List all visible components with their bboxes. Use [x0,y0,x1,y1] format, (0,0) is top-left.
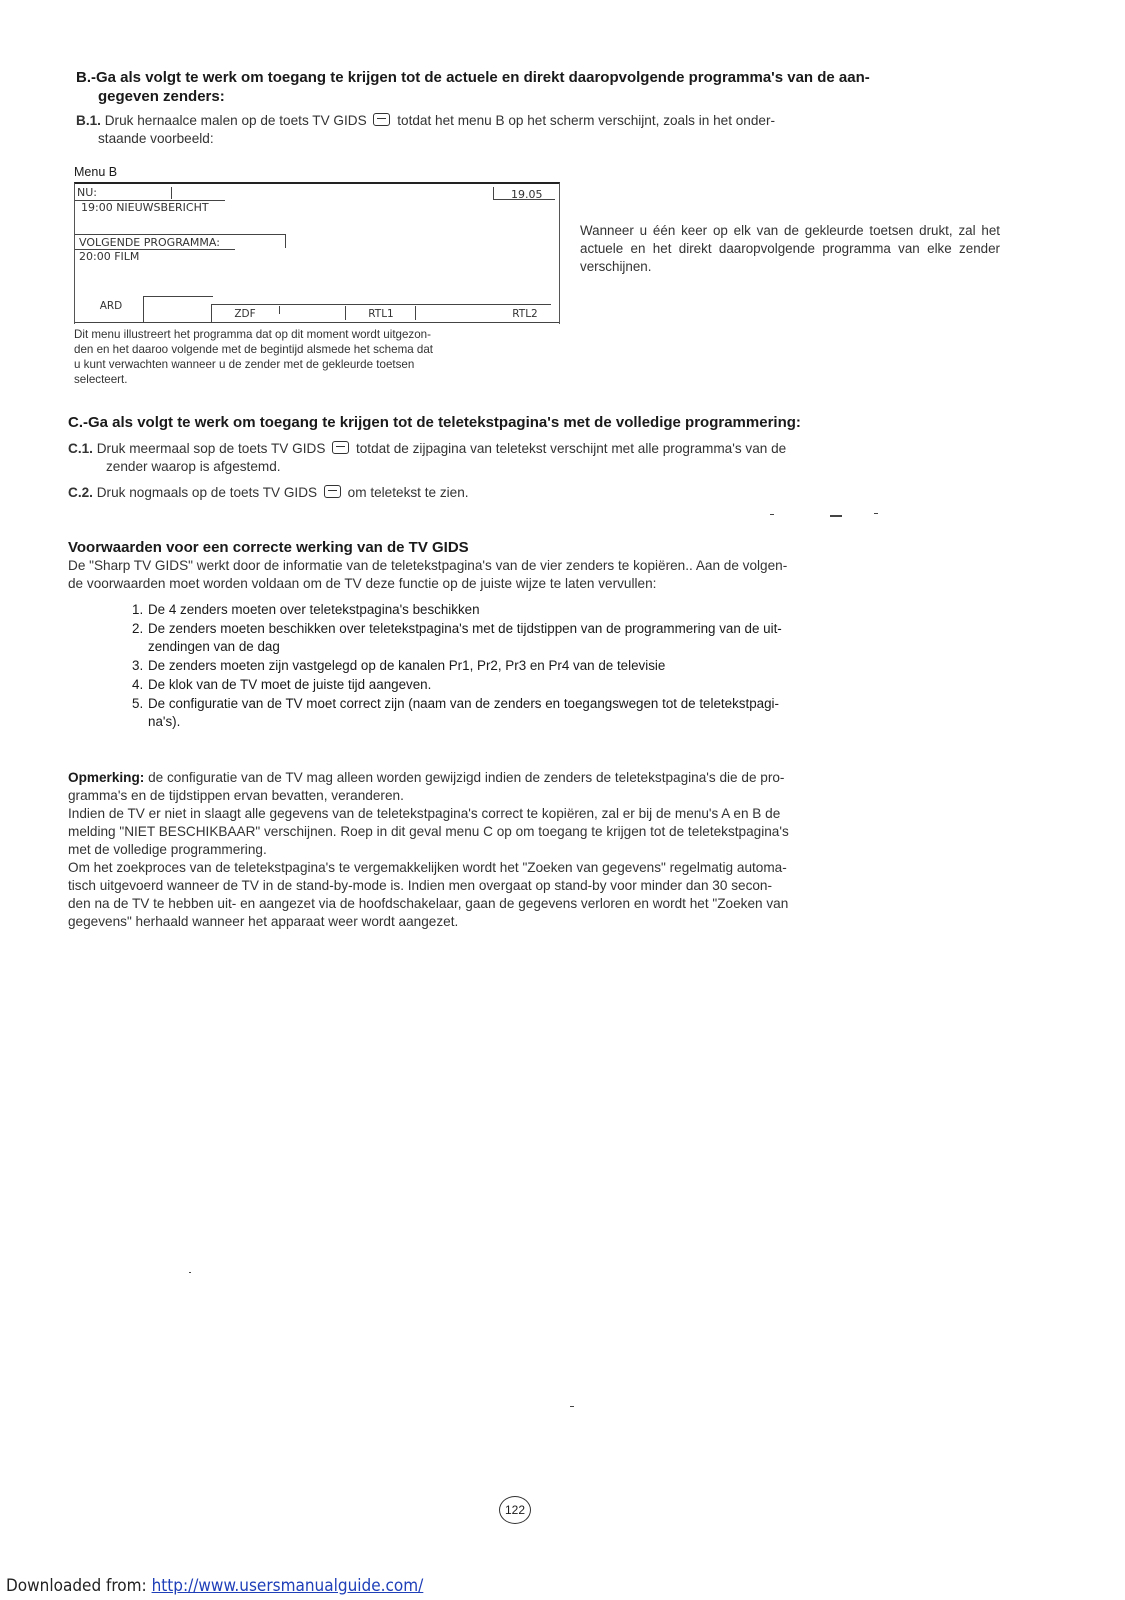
step-c1-key: C.1. [68,441,93,456]
tv-guide-key-icon [332,441,349,454]
menu-next-label: VOLGENDE PROGRAMMA: [79,236,220,249]
menu-divider [171,187,172,199]
menu-now-program: 19:00 NIEUWSBERICHT [81,201,209,214]
section-c-heading: C.-Ga als volgt te werk om toegang te krijgen tot de teletekstpagina's met de volledige programmering: [68,414,801,431]
section-b-heading-line1: B.-Ga als volgt te werk om toegang te krijgen tot de actuele en direkt daaropvolgende programma's van de aan- [76,69,870,86]
station-tab-rtl1: RTL1 [368,308,394,320]
step-c2 [68,484,1028,502]
list-item: 4. De klok van de TV moet de juiste tijd aangeven. [132,677,432,692]
menu-divider [143,296,144,322]
menu-side-note: Wanneer u één keer op elk van de gekleurde toetsen drukt, zal het actuele en het direkt daaropvolgende programma van elke zender verschijnen. [580,223,1000,274]
menu-divider [345,306,346,320]
step-b1-text-a: Druk hernaalce malen op de toets TV GIDS [104,113,367,128]
tv-guide-key-icon [324,485,341,498]
list-item: 5. De configuratie van de TV moet correct zijn (naam van de zenders en toegangswegen tot de teletekstpagi- na's). [132,696,779,729]
list-item: 2. De zenders moeten beschikken over teletekstpagina's met de tijdstippen van de programmering van de uit- zendingen van de dag [132,621,782,654]
step-b1 [76,112,1036,148]
step-c1-text-a: Druk meermaal sop de toets TV GIDS [96,441,326,456]
step-c2-key: C.2. [68,485,93,500]
step-c1-text-c: zender waarop is afgestemd. [106,459,281,474]
menu-b-illustration [74,182,560,324]
menu-clock-time: 19.05 [511,188,543,201]
scan-speck [189,1272,191,1273]
scan-speck [770,514,774,515]
list-item: 3. De zenders moeten zijn vastgelegd op de kanalen Pr1, Pr2, Pr3 en Pr4 van de televisie [132,658,666,673]
remark-block: Opmerking: de configuratie van de TV mag alleen worden gewijzigd indien de zenders de teletekstpagina's die de pro- gramma's en de tijdstippen ervan bevatten, veranderen. Indien de TV er niet in slaagt alle gegevens van de teletekstpagina's correct te kopiëren, zal er bij de menu's A en B de melding "NIET BESCHIKBAAR" verschijnen. Roep in dit geval menu C op om toegang te krijgen tot de teletekstpagina's met de volledige programmering. Om het zoekproces van de teletekstpagina's te vergemakkelijken wordt het "Zoeken van gegevens" regelmatig automa- tisch uitgevoerd wanneer de TV in de stand-by-mode is. Indien men overgaat op stand-by voor minder dan 30 secon- den na de TV te hebben uit- en aangezet via de hoofdschakelaar, gaan de gegevens verloren en wordt het "Zoeken van gegevens" herhaald wanneer het apparaat weer wordt aangezet. [68,770,789,929]
menu-divider [211,304,551,305]
station-tab-ard: ARD [99,300,123,312]
scan-speck [874,513,878,514]
step-b1-key: B.1. [76,113,101,128]
station-tab-rtl2: RTL2 [512,308,538,320]
step-b1-text-b: totdat het menu B op het scherm verschijnt, zoals in het onder- [397,113,776,128]
step-c1-text-b: totdat de zijpagina van teletekst verschijnt met alle programma's van de [355,441,787,456]
conditions-heading: Voorwaarden voor een correcte werking van de TV GIDS [68,539,469,556]
scan-speck [830,515,842,517]
list-item: 1. De 4 zenders moeten over teletekstpagina's beschikken [132,602,480,617]
page-number: 122 [499,1496,531,1524]
menu-next-program: 20:00 FILM [79,250,140,263]
footer-download-note [6,1575,423,1597]
conditions-list [132,601,1002,732]
menu-divider [75,234,285,235]
station-tab-zdf: ZDF [234,308,256,320]
footer-link[interactable]: http://www.usersmanualguide.com/ [151,1576,424,1596]
menu-bottom-line [75,322,559,323]
menu-b-label: Menu B [74,165,118,179]
step-b1-text-c: staande voorbeeld: [98,131,214,146]
tv-guide-key-icon [373,113,390,126]
section-b-heading [76,68,1036,106]
menu-divider [493,187,494,199]
menu-divider [143,296,213,297]
menu-divider [211,304,212,322]
step-c2-text-a: Druk nogmaals op de toets TV GIDS [96,485,318,500]
menu-divider [415,306,416,320]
step-c1 [68,440,1028,476]
menu-divider [285,234,286,248]
section-b-heading-line2: gegeven zenders: [98,88,225,105]
menu-now-label: NU: [77,186,97,199]
menu-b-caption: Dit menu illustreert het programma dat op dit moment wordt uitgezon- den en het daaroo volgende met de begintijd alsmede het schema dat u kunt verwachten wanneer u de zender met de gekleurde toetsen selecteert. [74,328,434,386]
step-c2-text-b: om teletekst te zien. [347,485,469,500]
conditions-intro: De "Sharp TV GIDS" werkt door de informatie van de teletekstpagina's van de vier zenders te kopiëren.. Aan de volgen- de voorwaarden moet worden voldaan om de TV deze functie op de juiste wijze te laten vervullen: [68,558,788,591]
scan-speck [570,1406,574,1407]
remark-label: Opmerking: [68,770,145,785]
footer-prefix: Downloaded from: [6,1576,152,1596]
menu-divider [279,306,280,314]
